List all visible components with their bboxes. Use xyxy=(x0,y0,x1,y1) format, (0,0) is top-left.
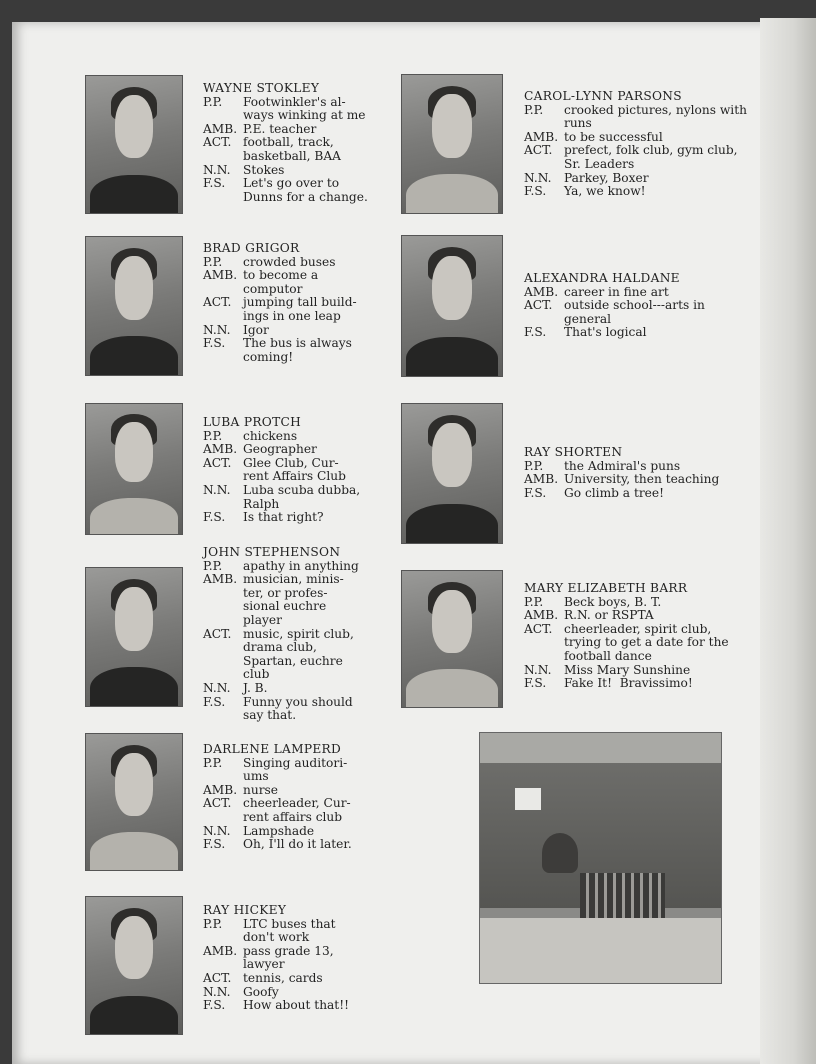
field-value: musician, minis- ter, or profes- sional euchre player xyxy=(243,572,344,627)
student-entry xyxy=(524,446,774,500)
field-value: The bus is always coming! xyxy=(243,336,352,364)
field-label: ACT. xyxy=(203,135,232,150)
entry-field xyxy=(524,299,774,326)
field-value: to be successful xyxy=(564,129,663,144)
field-value: University, then teaching xyxy=(564,472,720,487)
field-value: apathy in anything xyxy=(243,558,359,573)
field-label: AMB. xyxy=(203,572,238,587)
entry-field xyxy=(203,177,383,204)
entry-field xyxy=(524,677,774,691)
field-label: P.P. xyxy=(203,254,223,269)
field-label: ACT. xyxy=(524,298,553,313)
field-label: N.N. xyxy=(524,662,552,677)
field-label: F.S. xyxy=(203,176,226,191)
entry-field xyxy=(203,256,383,270)
student-entry xyxy=(203,743,383,852)
entry-field xyxy=(203,457,383,484)
field-value: the Admiral's puns xyxy=(564,458,681,473)
field-value: Funny you should say that. xyxy=(243,694,353,723)
entry-field xyxy=(203,123,383,137)
student-name: MARY ELIZABETH BARR xyxy=(524,581,688,595)
entry-field xyxy=(524,473,774,487)
field-label: ACT. xyxy=(203,796,232,811)
field-value: That's logical xyxy=(564,325,647,340)
field-value: chickens xyxy=(243,428,298,443)
student-entry xyxy=(203,242,383,364)
field-label: AMB. xyxy=(524,472,559,487)
entry-field xyxy=(203,337,383,364)
field-value: to become a computor xyxy=(243,268,319,296)
field-label: F.S. xyxy=(524,485,547,500)
field-label: ACT. xyxy=(524,143,553,158)
entry-field xyxy=(203,797,383,824)
student-photo xyxy=(401,403,503,544)
field-value: music, spirit club, drama club, Spartan, euchre club xyxy=(243,626,354,682)
field-value: Fake It! Bravissimo! xyxy=(564,676,693,691)
field-label: N.N. xyxy=(203,823,231,838)
field-label: N.N. xyxy=(203,322,231,337)
field-label: N.N. xyxy=(203,680,231,695)
entry-field xyxy=(203,628,383,682)
field-label: N.N. xyxy=(203,482,231,497)
entry-field xyxy=(203,825,383,839)
entry-field xyxy=(203,296,383,323)
field-value: tennis, cards xyxy=(243,970,323,985)
field-label: N.N. xyxy=(203,984,231,999)
field-value: Igor xyxy=(243,322,269,337)
field-label: P.P. xyxy=(203,916,223,931)
field-value: Glee Club, Cur- rent Affairs Club xyxy=(243,455,346,484)
entry-field xyxy=(203,784,383,798)
field-label: P.P. xyxy=(203,94,223,109)
field-value: prefect, folk club, gym club, Sr. Leaders xyxy=(564,143,738,171)
field-value: LTC buses that don't work xyxy=(243,916,336,945)
field-value: Stokes xyxy=(243,162,285,177)
entry-field xyxy=(203,757,383,784)
field-value: jumping tall build- ings in one leap xyxy=(243,295,357,323)
entry-field xyxy=(524,131,774,145)
entry-field xyxy=(203,430,383,444)
field-value: How about that!! xyxy=(243,998,350,1013)
field-value: J. B. xyxy=(243,680,268,695)
field-value: Ya, we know! xyxy=(564,184,646,199)
entry-field xyxy=(524,185,774,199)
entry-field xyxy=(203,918,383,945)
entry-field xyxy=(203,999,383,1013)
classroom-photo xyxy=(479,732,722,984)
field-label: N.N. xyxy=(203,162,231,177)
field-value: Singing auditori- ums xyxy=(243,755,348,784)
field-value: football, track, basketball, BAA xyxy=(243,135,341,163)
field-label: F.S. xyxy=(203,837,226,852)
field-label: ACT. xyxy=(203,295,232,310)
field-label: P.P. xyxy=(203,558,223,573)
student-photo xyxy=(401,74,503,214)
field-label: P.P. xyxy=(524,458,544,473)
student-name: RAY HICKEY xyxy=(203,903,287,917)
field-label: ACT. xyxy=(524,621,553,636)
entry-field xyxy=(203,945,383,972)
student-photo xyxy=(85,403,183,535)
field-value: Geographer xyxy=(243,442,317,457)
field-label: N.N. xyxy=(524,170,552,185)
student-name: DARLENE LAMPERD xyxy=(203,742,342,756)
field-value: Go climb a tree! xyxy=(564,485,664,500)
student-name: JOHN STEPHENSON xyxy=(203,545,341,559)
field-value: R.N. or RSPTA xyxy=(564,608,654,623)
field-label: AMB. xyxy=(203,782,238,797)
entry-field xyxy=(524,326,774,340)
field-label: ACT. xyxy=(203,626,232,641)
entry-field xyxy=(203,269,383,296)
student-photo xyxy=(401,235,503,377)
entry-field xyxy=(203,972,383,986)
entry-field xyxy=(203,682,383,696)
entry-field xyxy=(524,487,774,501)
field-label: F.S. xyxy=(203,336,226,351)
entry-field xyxy=(203,573,383,627)
field-label: AMB. xyxy=(203,442,238,457)
entry-field xyxy=(203,96,383,123)
field-value: Oh, I'll do it later. xyxy=(243,837,352,852)
student-name: ALEXANDRA HALDANE xyxy=(524,271,680,285)
entry-field xyxy=(524,286,774,300)
student-entry xyxy=(524,582,774,691)
field-value: cheerleader, spirit club, trying to get a date for the football dance xyxy=(564,621,729,663)
field-label: F.S. xyxy=(524,325,547,340)
field-value: pass grade 13, lawyer xyxy=(243,943,334,972)
student-name: RAY SHORTEN xyxy=(524,445,623,459)
field-value: crowded buses xyxy=(243,254,336,269)
entry-field xyxy=(524,596,774,610)
field-value: P.E. teacher xyxy=(243,121,317,136)
field-value: Is that right? xyxy=(243,510,324,525)
field-value: Parkey, Boxer xyxy=(564,170,649,185)
field-label: F.S. xyxy=(203,998,226,1013)
entry-field xyxy=(203,838,383,852)
field-value: career in fine art xyxy=(564,284,669,299)
student-entry xyxy=(203,82,383,204)
entry-field xyxy=(524,623,774,664)
student-entry xyxy=(524,272,774,340)
student-entry xyxy=(524,90,774,199)
field-label: ACT. xyxy=(203,970,232,985)
entry-field xyxy=(524,104,774,131)
student-name: CAROL-LYNN PARSONS xyxy=(524,89,682,103)
field-label: ACT. xyxy=(203,455,232,470)
student-entry xyxy=(203,904,383,1013)
student-entry xyxy=(203,416,383,525)
field-label: P.P. xyxy=(524,102,544,117)
field-value: crooked pictures, nylons with runs xyxy=(564,102,747,131)
field-label: F.S. xyxy=(203,510,226,525)
student-name: LUBA PROTCH xyxy=(203,415,302,429)
field-value: nurse xyxy=(243,782,278,797)
field-label: AMB. xyxy=(203,121,238,136)
field-label: AMB. xyxy=(524,284,559,299)
student-name: BRAD GRIGOR xyxy=(203,241,300,255)
field-label: AMB. xyxy=(203,268,238,283)
field-label: P.P. xyxy=(524,594,544,609)
entry-field xyxy=(524,460,774,474)
student-entry xyxy=(203,546,383,723)
field-label: AMB. xyxy=(203,943,238,958)
field-label: F.S. xyxy=(524,676,547,691)
entry-field xyxy=(203,324,383,338)
field-label: P.P. xyxy=(203,428,223,443)
entry-field xyxy=(524,144,774,171)
field-value: Lampshade xyxy=(243,823,315,838)
student-photo xyxy=(85,896,183,1035)
entry-field xyxy=(203,443,383,457)
entry-field xyxy=(203,560,383,574)
student-photo xyxy=(85,567,183,707)
field-value: Goofy xyxy=(243,984,279,999)
entry-field xyxy=(203,986,383,1000)
entry-field xyxy=(203,136,383,163)
field-value: cheerleader, Cur- rent affairs club xyxy=(243,796,351,824)
entry-field xyxy=(524,664,774,678)
field-label: F.S. xyxy=(203,694,226,709)
field-value: outside school---arts in general xyxy=(564,298,705,326)
field-value: Beck boys, B. T. xyxy=(564,594,662,609)
entry-field xyxy=(203,164,383,178)
field-value: Let's go over to Dunns for a change. xyxy=(243,176,368,204)
entry-field xyxy=(203,696,383,723)
entry-field xyxy=(203,484,383,511)
field-label: P.P. xyxy=(203,755,223,770)
field-label: AMB. xyxy=(524,129,559,144)
entry-field xyxy=(524,172,774,186)
student-name: WAYNE STOKLEY xyxy=(203,81,320,95)
entry-field xyxy=(524,609,774,623)
student-photo xyxy=(85,236,183,376)
student-photo xyxy=(401,570,503,708)
field-label: F.S. xyxy=(524,184,547,199)
field-value: Luba scuba dubba, Ralph xyxy=(243,482,361,511)
entry-field xyxy=(203,511,383,525)
student-photo xyxy=(85,733,183,871)
field-label: AMB. xyxy=(524,608,559,623)
field-value: Miss Mary Sunshine xyxy=(564,662,691,677)
field-value: Footwinkler's al- ways winking at me xyxy=(243,94,366,123)
student-photo xyxy=(85,75,183,214)
